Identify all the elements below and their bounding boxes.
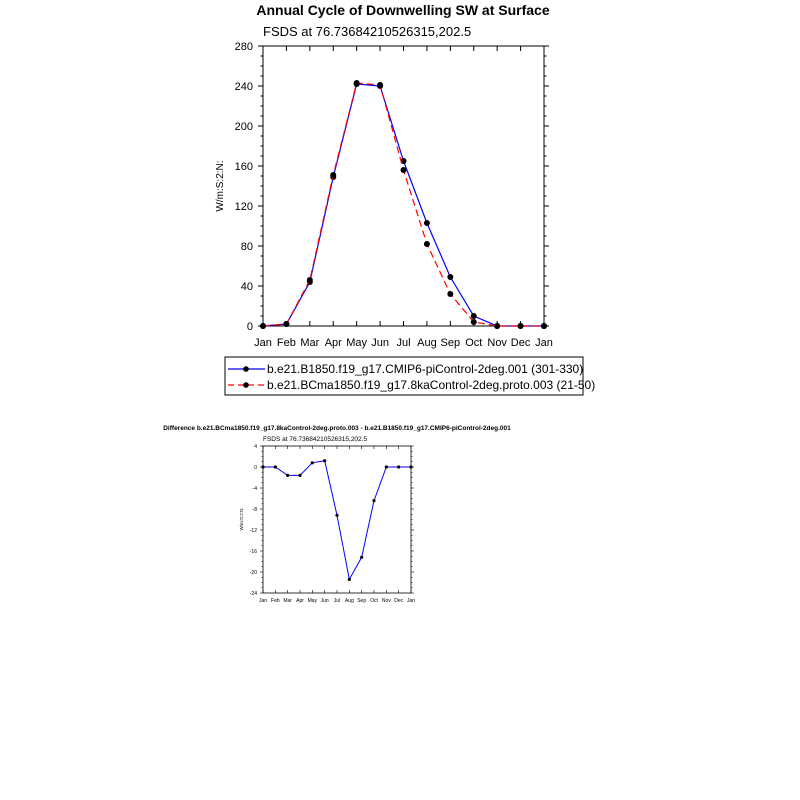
main-xtick-label: Jun — [371, 337, 389, 349]
main-ytick-label: 120 — [234, 200, 253, 213]
diff-series-1-line — [263, 461, 411, 580]
diff-xtick-label: Sep — [357, 598, 367, 604]
main-series-2-point — [471, 319, 477, 325]
main-chart-ylabel: W/m:S:2:N: — [215, 160, 226, 212]
main-chart-legend — [225, 357, 595, 395]
main-xtick-label: Jan — [535, 337, 553, 349]
diff-series-1-point — [397, 465, 400, 468]
diff-xtick-label: Oct — [370, 598, 378, 604]
diff-series-1-point — [274, 465, 277, 468]
diff-xtick-label: Jan — [258, 598, 268, 604]
main-chart-plot-frame — [263, 46, 544, 326]
main-series-2-point — [330, 172, 336, 178]
main-xtick-label: May — [346, 337, 368, 349]
main-series-2-point — [447, 291, 453, 297]
difference-chart-plot-frame — [263, 446, 411, 593]
main-xtick-label: Sep — [440, 337, 461, 349]
main-series-2-point — [541, 323, 547, 329]
diff-series-1-point — [372, 499, 375, 502]
legend-label-2: b.e21.BCma1850.f19_g17.8kaControl-2deg.proto.003 (21-50) — [267, 378, 596, 392]
diff-series-1-point — [261, 465, 264, 468]
difference-chart-title: Difference b.e21.BCma1850.f19_g17.8kaControl-2deg.proto.003 - b.e21.B1850.f19_g17.CMIP6-piControl-2deg.001 — [163, 425, 511, 432]
diff-series-1-point — [385, 465, 388, 468]
diff-series-1-point — [311, 461, 314, 464]
main-chart-title: Annual Cycle of Downwelling SW at Surface — [256, 2, 550, 18]
legend-entry-1 — [228, 362, 583, 376]
diff-xtick-label: Dec — [394, 598, 404, 604]
main-chart-ticks — [235, 41, 553, 349]
main-xtick-label: Oct — [465, 337, 483, 349]
main-series-2-point — [494, 323, 500, 329]
main-chart — [215, 2, 595, 395]
main-ytick-label: 40 — [240, 280, 253, 293]
legend-marker-1 — [243, 366, 249, 372]
diff-ytick-label: -20 — [249, 569, 257, 576]
main-ytick-label: 280 — [234, 40, 253, 53]
main-xtick-label: Nov — [487, 337, 507, 349]
diff-ytick-label: -12 — [249, 527, 257, 534]
legend-entry-2 — [228, 378, 595, 392]
legend-marker-2 — [243, 382, 249, 388]
difference-chart-ylabel: W/m:S:2:N: — [239, 507, 244, 531]
main-chart-subtitle: FSDS at 76.73684210526315,202.5 — [263, 24, 472, 39]
main-series-1-point — [424, 220, 430, 226]
main-series-2-point — [354, 80, 360, 86]
main-xtick-label: Mar — [300, 337, 320, 349]
main-xtick-label: Aug — [417, 337, 437, 349]
diff-ytick-label: -16 — [249, 548, 257, 555]
main-ytick-label: 0 — [246, 320, 253, 333]
main-ytick-label: 200 — [234, 120, 253, 133]
diff-ytick-label: 0 — [254, 464, 257, 471]
diff-xtick-label: Aug — [344, 598, 354, 604]
diff-xtick-label: Jul — [333, 598, 341, 604]
diff-xtick-label: Mar — [283, 598, 292, 604]
main-ytick-label: 240 — [234, 80, 253, 93]
diff-ytick-label: -8 — [252, 506, 257, 513]
diff-xtick-label: Feb — [271, 598, 280, 604]
diff-series-1-point — [348, 578, 351, 581]
diff-xtick-label: Jan — [406, 598, 416, 604]
diff-ytick-label: 4 — [254, 443, 257, 450]
diff-xtick-label: Jun — [320, 598, 329, 604]
main-series-2-point — [518, 323, 524, 329]
main-series-2-point — [260, 323, 266, 329]
difference-chart-series — [261, 459, 412, 581]
diff-ytick-label: -4 — [252, 485, 257, 492]
difference-chart — [163, 425, 511, 604]
main-series-2-point — [401, 167, 407, 173]
main-xtick-label: Feb — [276, 337, 296, 349]
diff-ytick-label: -24 — [249, 590, 257, 597]
main-series-1-line — [263, 84, 544, 326]
main-chart-series — [260, 80, 547, 329]
main-xtick-label: Apr — [324, 337, 342, 349]
main-series-2-point — [377, 82, 383, 88]
diff-xtick-label: Nov — [381, 598, 391, 604]
diff-series-1-point — [286, 474, 289, 477]
difference-chart-subtitle: FSDS at 76.73684210526315,202.5 — [263, 436, 368, 443]
main-xtick-label: Dec — [510, 337, 531, 349]
diff-series-1-point — [360, 556, 363, 559]
main-ytick-label: 80 — [240, 240, 253, 253]
diff-series-1-point — [409, 465, 412, 468]
main-series-2-point — [307, 277, 313, 283]
main-series-2-point — [424, 241, 430, 247]
main-series-2-point — [283, 321, 289, 327]
legend-label-1: b.e21.B1850.f19_g17.CMIP6-piControl-2deg.001 (301-330) — [267, 362, 584, 376]
main-xtick-label: Jul — [396, 337, 411, 349]
diff-xtick-label: Apr — [296, 598, 304, 604]
diff-series-1-point — [323, 459, 326, 462]
diff-xtick-label: May — [307, 598, 318, 604]
diff-series-1-point — [335, 514, 338, 517]
main-series-1-point — [447, 274, 453, 280]
main-series-1-point — [471, 313, 477, 319]
diff-series-1-point — [298, 474, 301, 477]
main-ytick-label: 160 — [234, 160, 253, 173]
main-xtick-label: Jan — [254, 337, 272, 349]
